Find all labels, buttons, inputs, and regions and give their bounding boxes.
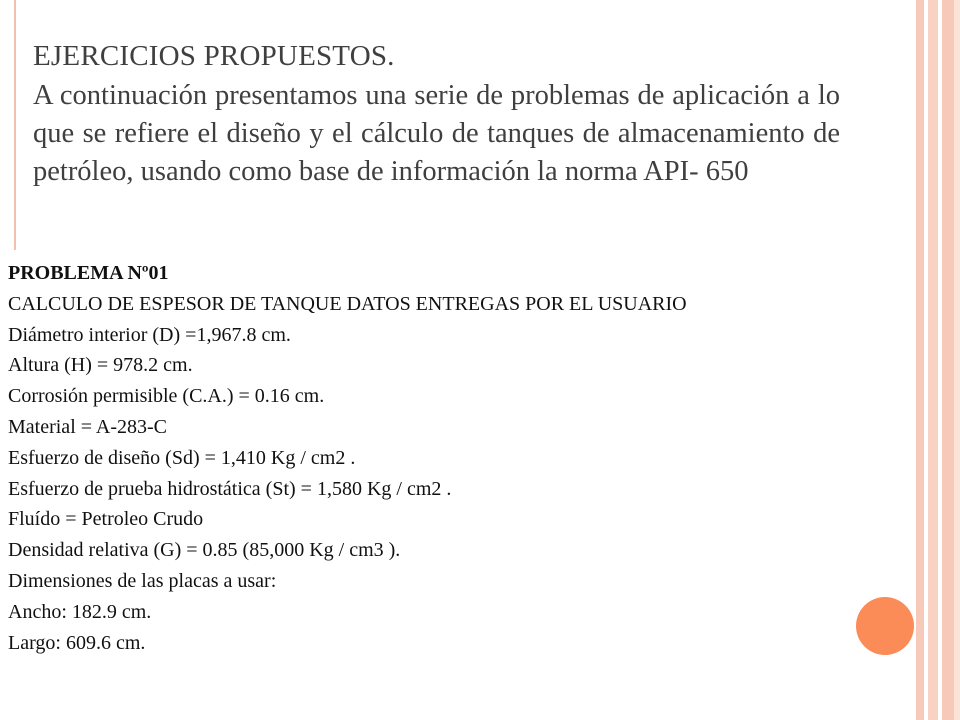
problem-line: Corrosión permisible (C.A.) = 0.16 cm. [8,385,325,408]
problem-line: Fluído = Petroleo Crudo [8,508,204,531]
problem-line: CALCULO DE ESPESOR DE TANQUE DATOS ENTREGAS POR EL USUARIO [8,292,687,315]
problem-block [8,258,948,658]
problem-line: Dimensiones de las placas a usar: [8,569,277,592]
problem-line: Esfuerzo de prueba hidrostática (St) = 1,580 Kg / cm2 . [8,477,452,500]
problem-line: Largo: 609.6 cm. [8,631,146,654]
intro-paragraph: A continuación presentamos una serie de problemas de aplicación a lo que se refiere el diseño y el cálculo de tanques de almacenamiento de petróleo, usando como base de información la norma API- 650 [33,80,840,187]
problem-line: Material = A-283-C [8,415,168,438]
left-border-line [14,0,16,250]
problem-line: Esfuerzo de diseño (Sd) = 1,410 Kg / cm2 . [8,446,356,469]
slide-title: EJERCICIOS PROPUESTOS. [33,40,395,72]
problem-line: Densidad relativa (G) = 0.85 (85,000 Kg / cm3 ). [8,539,401,562]
problem-line: Altura (H) = 978.2 cm. [8,354,193,377]
problem-line: Ancho: 182.9 cm. [8,600,152,623]
problem-heading: PROBLEMA Nº01 [8,262,169,284]
stripe [954,0,960,720]
problem-line: Diámetro interior (D) =1,967.8 cm. [8,323,291,346]
